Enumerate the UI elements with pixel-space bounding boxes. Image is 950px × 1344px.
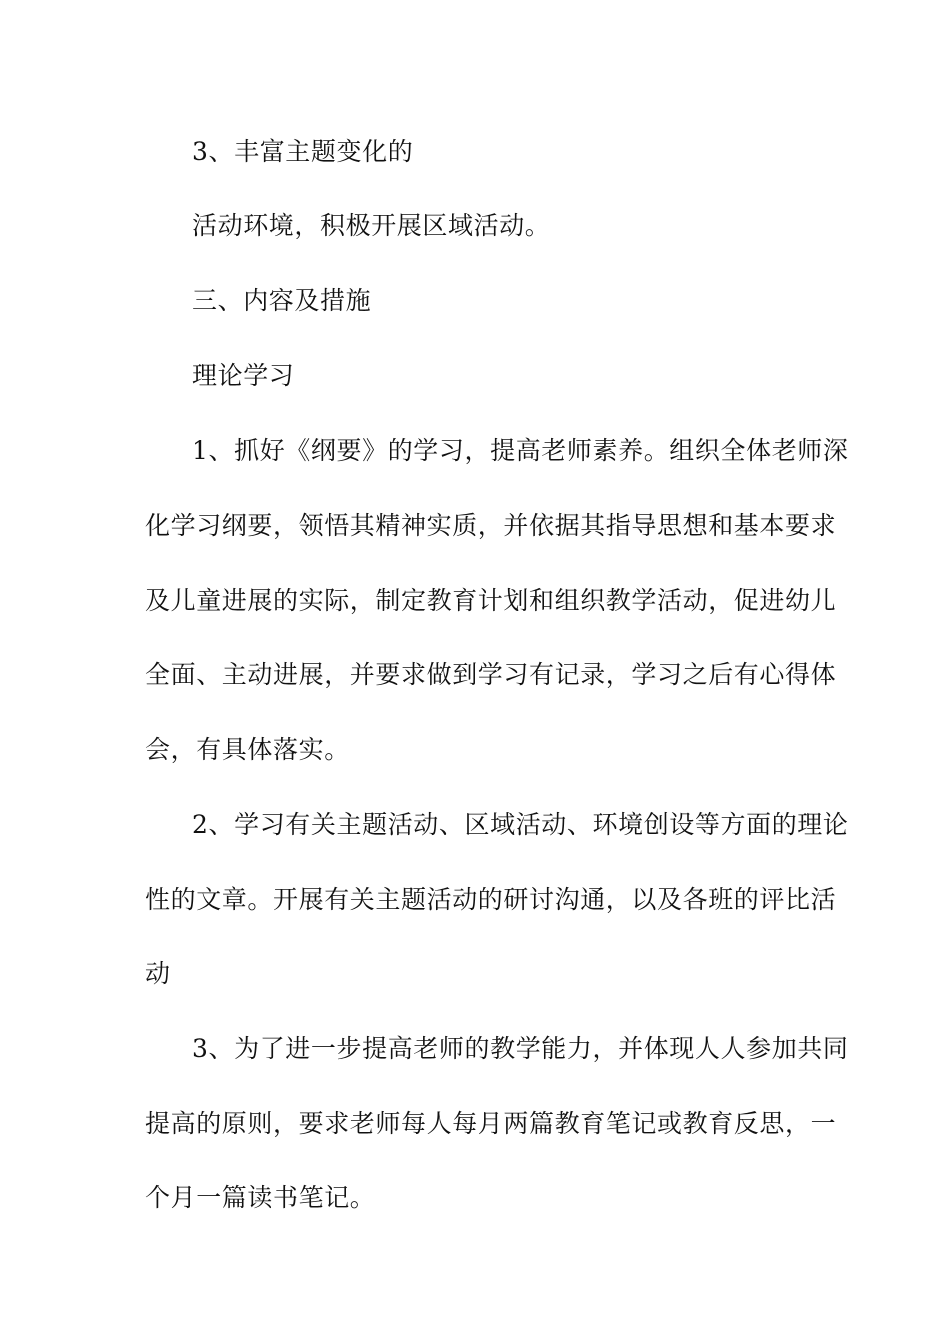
subheading-theory-study: 理论学习 (192, 361, 295, 390)
paragraph-1-line-2: 化学习纲要，领悟其精神实质，并依据其指导思想和基本要求 (145, 511, 837, 540)
paragraph-3-line-3: 个月一篇读书笔记。 (145, 1183, 376, 1212)
paragraph-1-line-3: 及儿童进展的实际，制定教育计划和组织教学活动，促进幼儿 (145, 586, 837, 615)
item-3-heading: 3、丰富主题变化的 (192, 137, 414, 166)
paragraph-2-line-1: 2、学习有关主题活动、区域活动、环境创设等方面的理论 (192, 810, 849, 839)
paragraph-1-line-5: 会，有具体落实。 (145, 735, 350, 764)
paragraph-2-line-2: 性的文章。开展有关主题活动的研讨沟通，以及各班的评比活 (145, 885, 837, 914)
paragraph-1-line-1: 1、抓好《纲要》的学习，提高老师素养。组织全体老师深 (192, 436, 849, 465)
paragraph-3-line-1: 3、为了进一步提高老师的教学能力，并体现人人参加共同 (192, 1034, 849, 1063)
paragraph-3-line-2: 提高的原则，要求老师每人每月两篇教育笔记或教育反思，一 (145, 1109, 837, 1138)
paragraph-1-line-4: 全面、主动进展，并要求做到学习有记录，学习之后有心得体 (145, 660, 837, 689)
item-3-continuation: 活动环境，积极开展区域活动。 (192, 211, 551, 240)
paragraph-2-line-3: 动 (145, 959, 171, 988)
section-heading-content-measures: 三、内容及措施 (192, 286, 372, 315)
